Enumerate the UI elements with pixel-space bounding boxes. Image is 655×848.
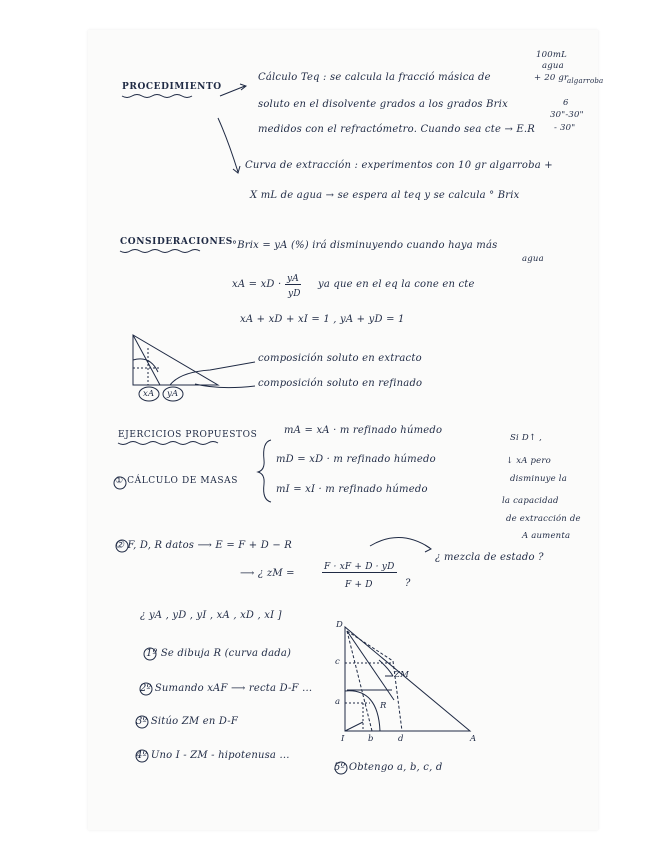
step-text: 2º Sumando xAF ⟶ recta D-F ... [140,683,313,694]
mass-equation: mD = xD · m refinado húmedo [276,454,436,465]
diagram-label: ZM [394,670,410,680]
mass-equation: mI = xI · m refinado húmedo [276,484,428,495]
step-text: 4º Uno I - ZM - hipotenusa ... [136,750,290,761]
diagram-label: I [341,734,345,744]
item-text: ② F, D, R datos ⟶ E = F + D − R [115,540,293,551]
side-note: disminuye la [510,474,567,484]
procedure-text: Cálculo Teq : se calcula la fracció másica de [258,72,491,83]
procedure-text: X mL de agua → se espera al teq y se calcula ° Brix [250,190,520,201]
equation: xA + xD + xI = 1 , yA + yD = 1 [240,314,405,325]
side-note: A aumenta [522,531,571,541]
side-note: la capacidad [502,496,559,506]
equation: xA = xD · [232,279,282,290]
equation-denominator: yD [288,289,301,299]
step-text: 3º Sitúo ZM en D-F [136,716,238,727]
zm-denominator: F + D [345,580,373,590]
consideration-text: °Brix = yA (%) irá disminuyendo cuando haya más [232,240,498,251]
side-note: Si D↑ , [510,433,542,443]
diagram-label: d [398,734,404,744]
side-note: ↓ xA pero [506,456,551,466]
consideration-text: agua [522,254,544,264]
zm-question: ? [405,578,411,589]
procedure-text: soluto en el disolvente grados a los grados Brix [258,99,508,110]
variables-list: ¿ yA , yD , yI , xA , xD , xI ] [140,610,282,621]
item-heading: ① CÁLCULO DE MASAS [115,476,238,486]
side-note: de extracción de [506,514,581,524]
consideraciones-heading: CONSIDERACIONES [120,237,233,247]
procedure-text: medidos con el refractómetro. Cuando sea cte → E.R [258,124,536,135]
diagram-label: a [335,697,341,707]
diagram-label: c [335,657,340,667]
step-text: 5º Obtengo a, b, c, d [334,762,443,773]
diagram-label: D [336,620,344,630]
step-text: 1º Se dibuja R (curva dada) [146,648,292,659]
diagram-label: A [470,734,477,744]
diagram-label: composición soluto en refinado [258,378,423,389]
zm-note: ¿ mezcla de estado ? [435,552,544,563]
ejercicios-heading: EJERCICIOS PROPUESTOS [118,430,258,440]
note-line: + 20 gr [534,73,569,83]
procedimiento-heading: PROCEDIMIENTO [122,82,222,92]
diagram-label: xA [143,389,155,399]
note-line: 6 [563,98,569,108]
consideration-text: ya que en el eq la cone en cte [318,279,475,290]
procedure-text: Curva de extracción : experimentos con 10 gr algarroba + [245,160,553,171]
mass-equation: mA = xA · m refinado húmedo [284,425,443,436]
note-line: - 30" [554,123,576,133]
note-line: 100mL [536,50,567,60]
note-line: agua [542,61,564,71]
note-line: 30"-30" [550,110,584,120]
note-line: algarroba [567,77,604,85]
diagram-label: R [380,701,387,711]
diagram-label: composición soluto en extracto [258,353,422,364]
zm-equation: ⟶ ¿ zM = [240,568,295,579]
diagram-label: yA [167,389,179,399]
diagram-label: b [368,734,374,744]
zm-numerator: F · xF + D · yD [324,562,395,572]
equation-numerator: yA [287,274,299,284]
